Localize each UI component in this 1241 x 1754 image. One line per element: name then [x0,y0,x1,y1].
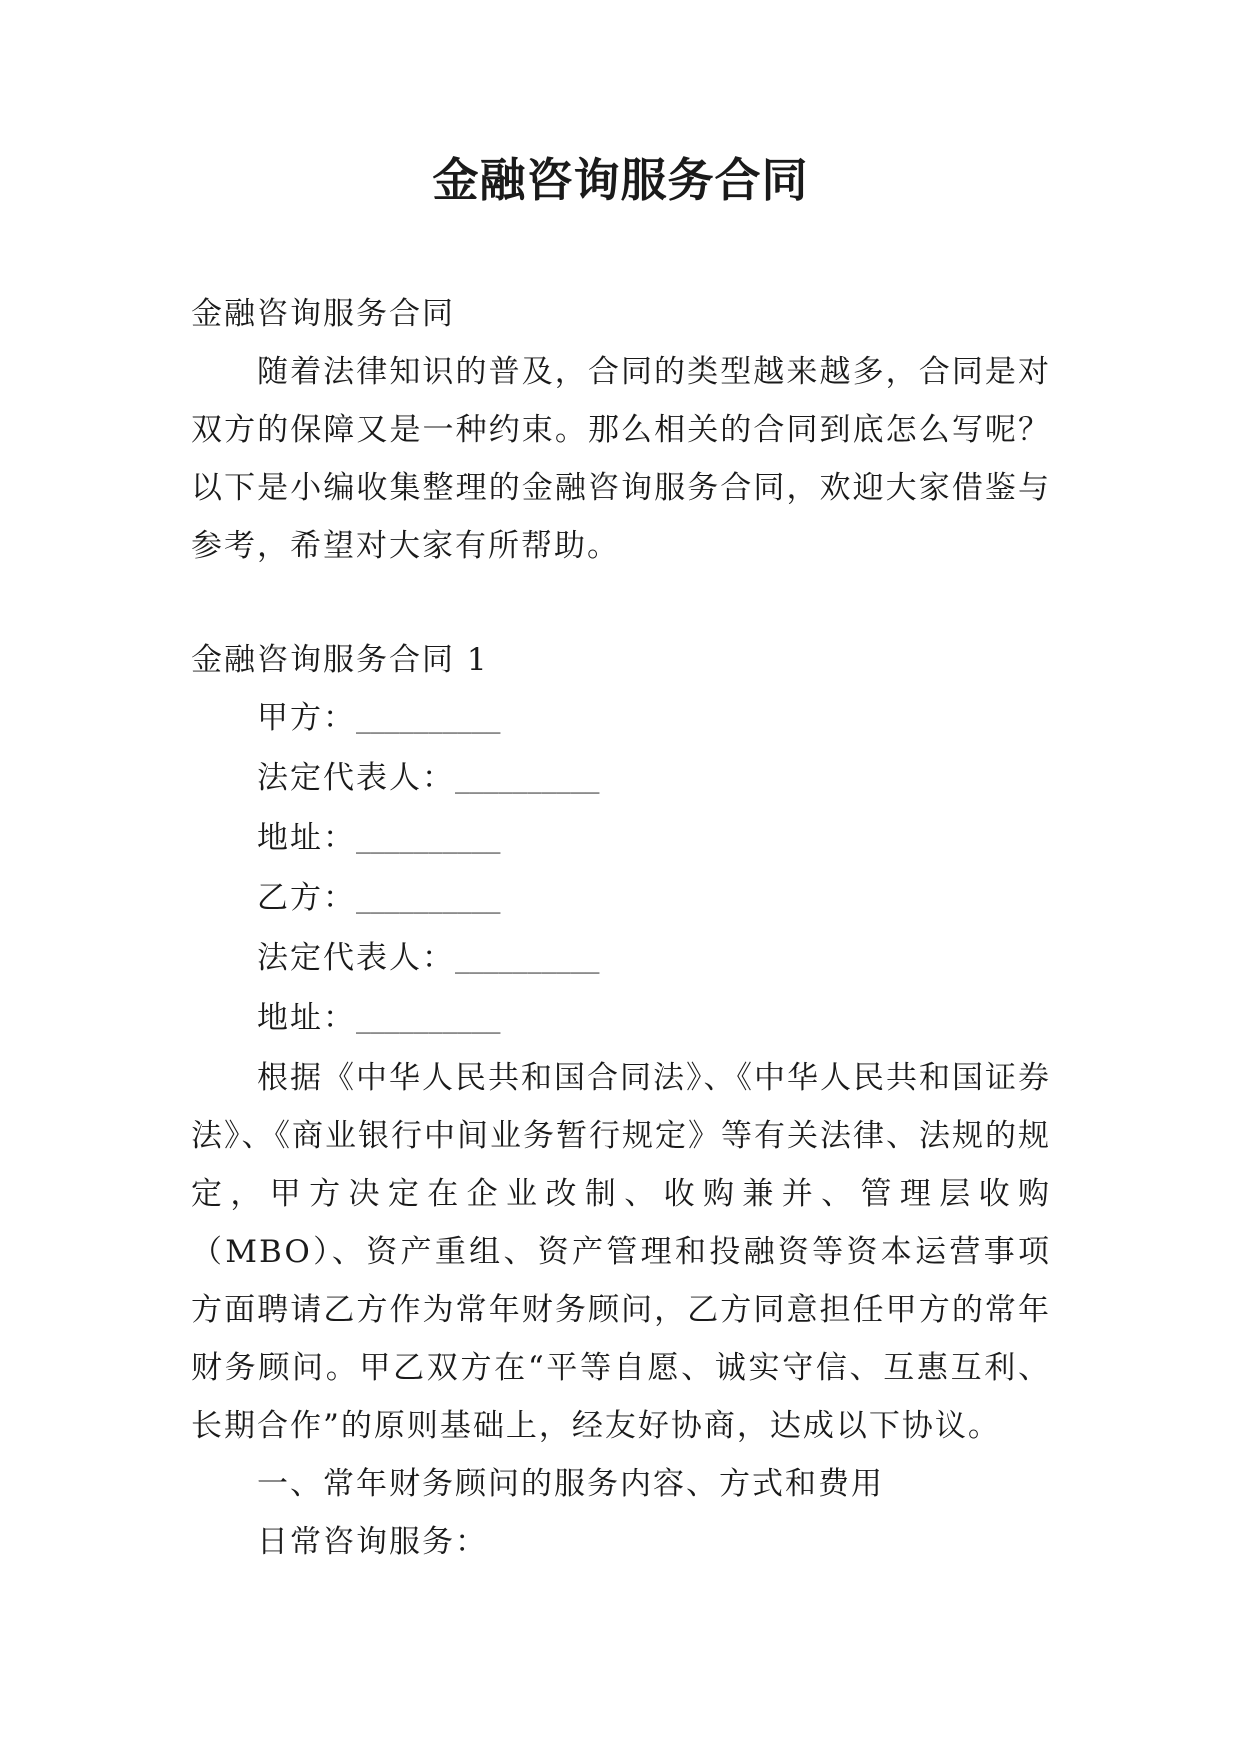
clause-1-heading: 一、常年财务顾问的服务内容、方式和费用 [257,1466,884,1502]
party-b-label: 乙方： [257,880,356,916]
party-b-address-field [191,989,1051,1049]
party-b-address-label: 地址： [257,1000,356,1036]
party-b-representative-field [191,929,1051,989]
party-b-representative-label: 法定代表人： [257,940,455,976]
document-title: 金融咨询服务合同 [432,153,809,207]
party-b-representative-blank: __________ [455,946,600,974]
party-a-label: 甲方： [257,700,356,736]
document-subtitle: 金融咨询服务合同 [191,296,455,332]
party-a-blank: __________ [356,706,501,734]
paragraph-gap [191,575,1051,631]
party-a-address-field [191,809,1051,869]
party-a-representative-blank: __________ [455,766,600,794]
intro-paragraph: 随着法律知识的普及，合同的类型越来越多，合同是对双方的保障又是一种约束。那么相关的合同到底怎么写呢？以下是小编收集整理的金融咨询服务合同，欢迎大家借鉴与参考，希望对大家有所帮助。 [191,354,1051,564]
party-b-address-blank: __________ [356,1006,501,1034]
clause-1-subheading: 日常咨询服务： [257,1524,488,1560]
party-a-address-blank: __________ [356,826,501,854]
body-paragraph: 根据《中华人民共和国合同法》、《中华人民共和国证券法》、《商业银行中间业务暂行规定》等有关法律、法规的规定，甲方决定在企业改制、收购兼并、管理层收购（MBO）、资产重组、资产管理和投融资等资本运营事项方面聘请乙方作为常年财务顾问，乙方同意担任甲方的常年财务顾问。甲乙双方在“平等自愿、诚实守信、互惠互利、长期合作”的原则基础上，经友好协商，达成以下协议。 [191,1060,1051,1444]
party-a-representative-field [191,749,1051,809]
party-a-address-label: 地址： [257,820,356,856]
party-b-field [191,869,1051,929]
document-body [191,285,1051,1571]
party-b-blank: __________ [356,886,501,914]
section-title: 金融咨询服务合同 1 [191,642,489,678]
party-a-field [191,689,1051,749]
party-a-representative-label: 法定代表人： [257,760,455,796]
